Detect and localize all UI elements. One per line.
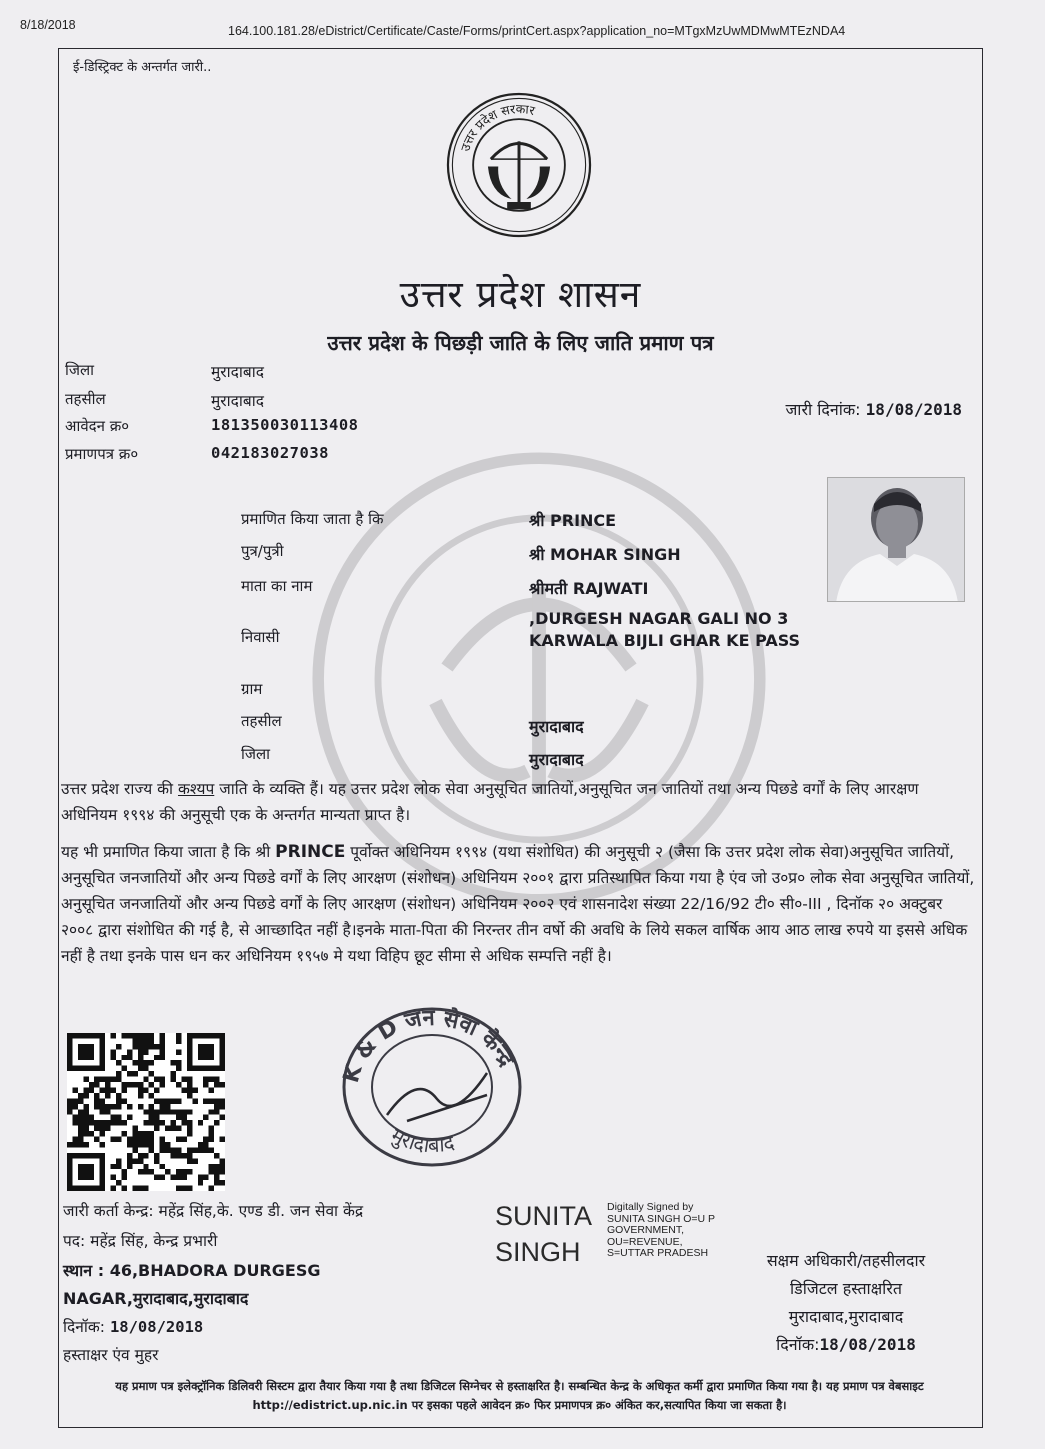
centre-stamp-icon <box>337 1003 527 1171</box>
digital-signature-line: GOVERNMENT, <box>607 1224 685 1236</box>
person-photo-icon <box>828 478 965 602</box>
application-number-value: 181350030113408 <box>211 416 359 434</box>
district-label: जिला <box>65 361 95 379</box>
certificate-title: उत्तर प्रदेश के पिछड़ी जाति के लिए जाति प्रमाण पत्र <box>327 331 714 355</box>
digital-signature-text <box>607 1202 715 1260</box>
issuer-date <box>63 1315 203 1337</box>
detail-tehsil-label: तहसील <box>241 712 282 730</box>
certification-paragraph <box>61 839 979 969</box>
authority-digital-signed: डिजिटल हस्ताक्षरित <box>790 1279 902 1298</box>
svg-text:K & D जन सेवा केन्द्र <box>339 1005 519 1086</box>
mother-label: माता का नाम <box>241 577 313 595</box>
stamp-bottom-text: मुरादाबाद <box>387 1122 457 1158</box>
application-number-label: आवेदन क्र० <box>65 417 130 435</box>
caste-paragraph <box>61 776 979 828</box>
certificate-number-value: 042183027038 <box>211 444 329 462</box>
caste-paragraph-end: जाति के व्यक्ति हैं। यह उत्तर प्रदेश लोक सेवा अनुसूचित जातियों,अनुसूचित जन जातियों तथा अन्य पिछडे वर्गों के लिए आरक्षण अधिनियम १९९४ की अनुसूची एक के अन्तर्गत मान्यता प्राप्त है। <box>61 780 919 824</box>
detail-tehsil-value: मुरादाबाद <box>529 717 584 736</box>
certification-paragraph-start: यह भी प्रमाणित किया जाता है कि श्री <box>61 843 276 861</box>
caste-name: कश्यप <box>177 780 215 798</box>
digital-signature-line: Digitally Signed by <box>607 1201 694 1213</box>
print-url[interactable]: 164.100.181.28/eDistrict/Certificate/Caste/Forms/printCert.aspx?application_no=MTgxMzUwMDMwMTEzNDA4 <box>228 24 846 38</box>
issue-date-label: जारी दिनांक: <box>785 400 861 419</box>
certificate <box>58 48 983 1428</box>
certification-holder-name: PRINCE <box>275 842 346 862</box>
parent-name: श्री MOHAR SINGH <box>529 545 681 564</box>
tehsil-value: मुरादाबाद <box>211 392 264 410</box>
certified-label: प्रमाणित किया जाता है कि <box>241 510 384 528</box>
authority-place: मुरादाबाद,मुरादाबाद <box>788 1307 904 1326</box>
caste-paragraph-start: उत्तर प्रदेश राज्य की <box>61 780 178 798</box>
issuing-centre: जारी कर्ता केन्द्र: महेंद्र सिंह,के. एण्ड डी. जन सेवा केंद्र <box>63 1202 364 1220</box>
authority-date <box>726 1333 966 1355</box>
browser-print-header <box>0 0 1045 46</box>
issued-under-text: ई-डिस्ट्रिक्ट के अन्तर्गत जारी.. <box>73 60 212 75</box>
authority-date-label: दिनॉक: <box>776 1335 820 1354</box>
parent-label: पुत्र/पुत्री <box>241 542 284 560</box>
issue-date <box>785 398 962 420</box>
holder-photo <box>827 477 965 602</box>
digital-signature-line: OU=REVENUE, <box>607 1235 683 1248</box>
svg-text:मुरादाबाद <box>387 1123 457 1157</box>
issuer-place-line1: स्थान : 46,BHADORA DURGESG <box>63 1261 321 1280</box>
mother-name: श्रीमती RAJWATI <box>529 579 649 598</box>
print-date: 8/18/2018 <box>20 18 76 32</box>
signature-seal-label: हस्ताक्षर एंव मुहर <box>63 1346 159 1364</box>
resident-address: ,DURGESH NAGAR GALI NO 3 KARWALA BIJLI GHAR KE PASS <box>529 609 801 650</box>
issuer-place-line2: NAGAR,मुरादाबाद,मुरादाबाद <box>63 1289 249 1308</box>
authority-date-value: 18/08/2018 <box>819 1335 916 1354</box>
issuer-post: पद: महेंद्र सिंह, केन्द्र प्रभारी <box>63 1232 218 1250</box>
signatory-last-name: SINGH <box>495 1237 581 1267</box>
tehsil-label: तहसील <box>65 390 106 408</box>
certification-paragraph-end: पूर्वोक्त अधिनियम १९९४ (यथा संशोधित) की अनुसूची २ (जैसा कि उत्तर प्रदेश लोक सेवा)अनुसूचित जातियों, अनुसूचित जनजातियों और अन्य पिछडे वर्गों के लिए आरक्षण (संशोधन) अधिनियम २००१ द्वारा प्रतिस्थापित किया गया है एंव जो उ०प्र० लोक सेवा अनुसूचित जातियों, अनुसूचित जनजातियों और अन्य पिछडे वर्गों के लिए आरक्षण (संशोधन) अधिनियम २००२ एवं शासनादेश संख्या 22/16/92 टी० सी०-III , दिनॉक २० अक्टुबर २००८ द्वारा संशोधित की गई है, से आच्छादित नहीं है।इनके माता-पिता की निरन्तर तीन वर्षो की अवधि के लिये सकल वार्षिक आय आठ लाख रुपये या इससे अधिक नहीं है तथा इनके पास धन कर अधिनियम १९५७ मे यथा विहिप छूट सीमा से अधिक सम्पत्ति नहीं है। <box>61 843 975 965</box>
detail-district-label: जिला <box>241 745 271 763</box>
district-value: मुरादाबाद <box>211 363 264 381</box>
issuer-date-value: 18/08/2018 <box>109 1318 204 1336</box>
holder-name: श्री PRINCE <box>529 511 617 530</box>
qr-code-icon[interactable] <box>67 1033 225 1191</box>
authority-title: सक्षम अधिकारी/तहसीलदार <box>766 1251 926 1270</box>
signatory-first-name: SUNITA <box>495 1201 593 1231</box>
svg-text:उत्तर प्रदेश सरकार: उत्तर प्रदेश सरकार <box>457 100 537 154</box>
digital-signature-line: SUNITA SINGH O=U P <box>607 1212 716 1225</box>
certificate-number-label: प्रमाणपत्र क्र० <box>65 445 139 463</box>
government-title: उत्तर प्रदेश शासन <box>399 273 642 316</box>
up-govt-emblem-icon <box>445 91 593 239</box>
digital-signature-line: S=UTTAR PRADESH <box>607 1247 709 1259</box>
resident-label: निवासी <box>241 628 280 646</box>
stamp-ring-text: K & D जन सेवा केन्द्र <box>338 1005 519 1086</box>
village-label: ग्राम <box>241 680 263 698</box>
footer-verification-note: यह प्रमाण पत्र इलेक्ट्रॉनिक डिलिवरी सिस्टम द्वारा तैयार किया गया है तथा डिजिटल सिग्नेचर से हस्ताक्षरित है। सम्बन्धित केन्द्र के अधिकृत कर्मी द्वारा प्रमाणित किया गया है। यह प्रमाण पत्र वेबसाइट http://edistrict.up.nic.in पर इसका पहले आवेदन क्र० फिर प्रमाणपत्र क्र० अंकित कर,सत्यापित किया जा सकता है। <box>115 1379 924 1412</box>
issue-date-value: 18/08/2018 <box>865 400 962 419</box>
issuer-date-label: दिनॉक: <box>63 1318 105 1336</box>
detail-district-value: मुरादाबाद <box>529 750 584 769</box>
